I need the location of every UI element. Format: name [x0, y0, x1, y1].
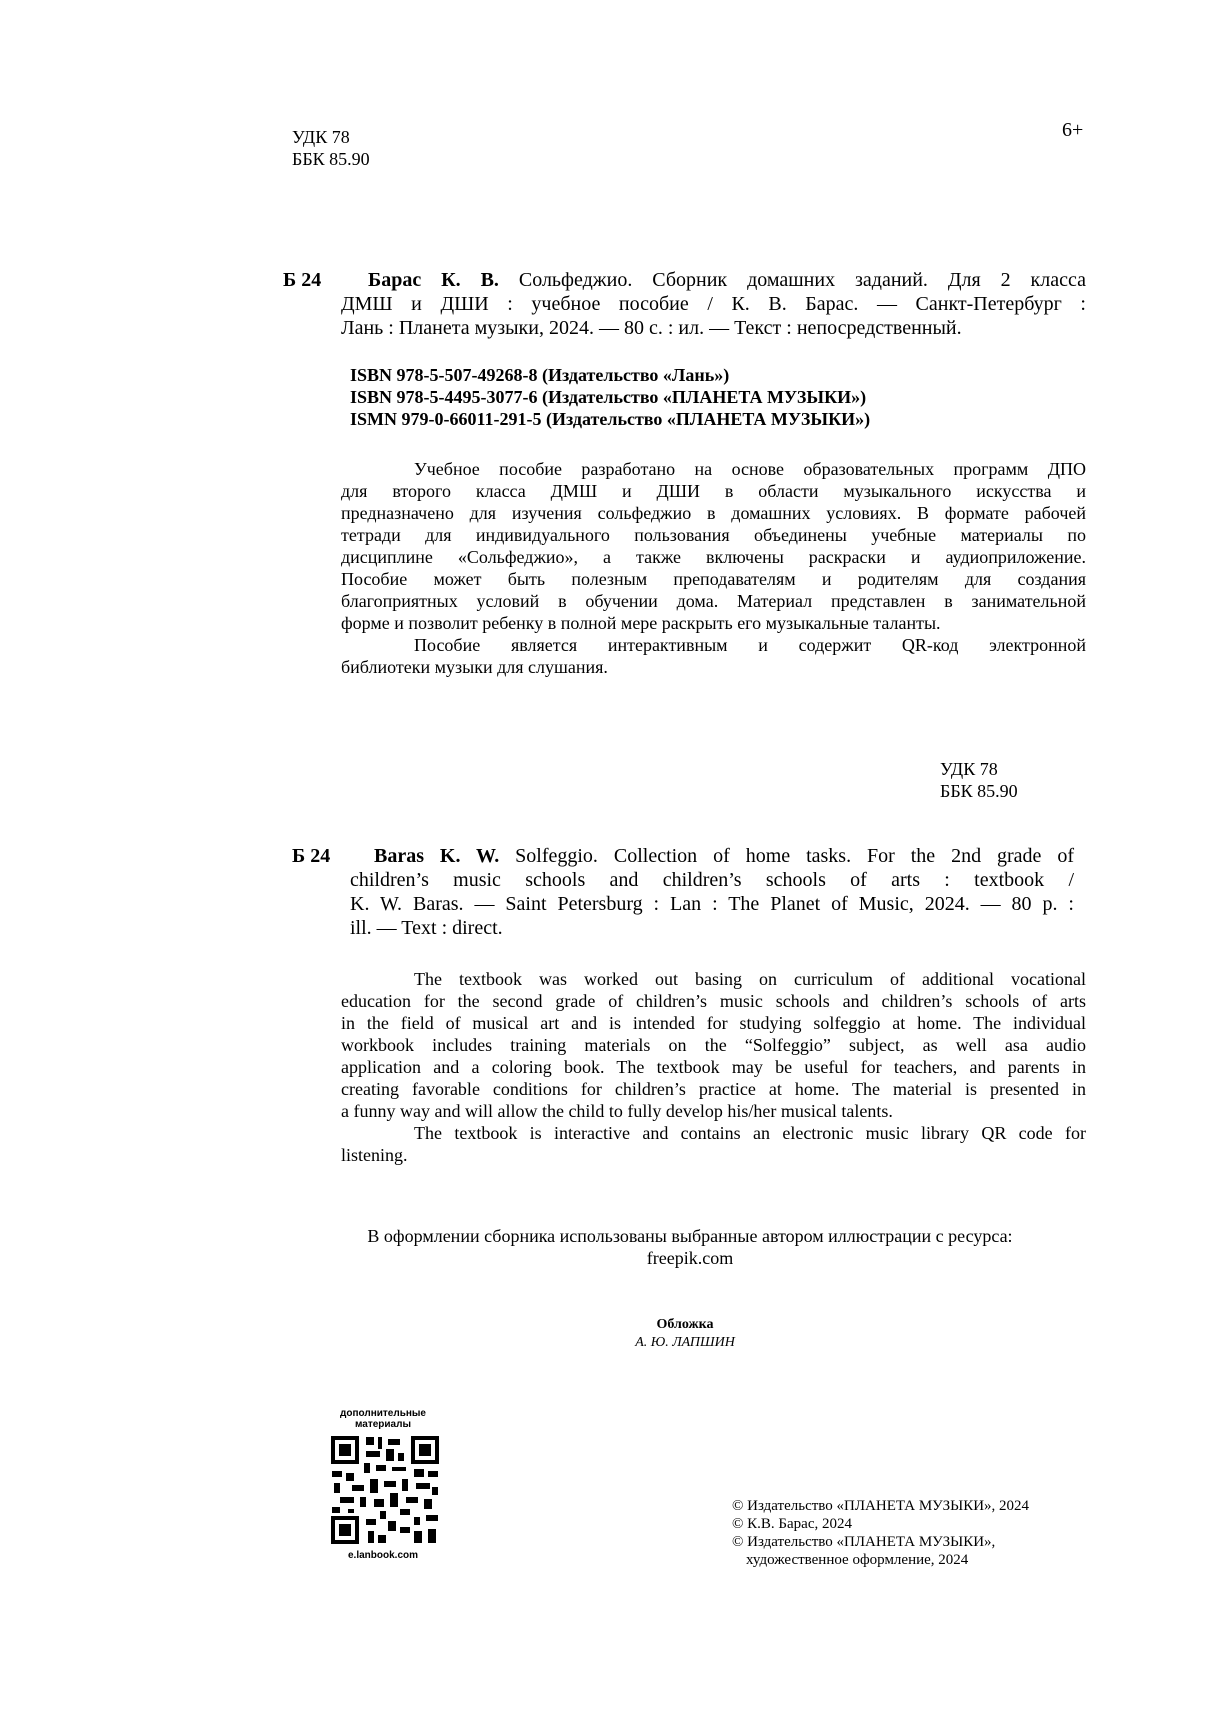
udk-code: УДК 78 — [292, 127, 350, 147]
en-abstract — [341, 968, 1086, 1166]
copyright-line: © Издательство «ПЛАНЕТА МУЗЫКИ», — [732, 1534, 996, 1550]
isbn-line: ISBN 978-5-4495-3077-6 (Издательство «ПЛАНЕТА МУЗЫКИ») — [350, 387, 867, 407]
qr-caption-bottom: e.lanbook.com — [347, 1550, 418, 1561]
ru-abstract-line: библиотеки музыки для слушания. — [341, 657, 608, 677]
ru-abstract-line: предназначено для изучения сольфеджио в домашних условиях. В формате рабочей — [341, 503, 1086, 523]
en-record-line-3: K. W. Baras. — Saint Petersburg : Lan : The Planet of Music, 2024. — 80 p. : — [350, 893, 1074, 915]
ru-abstract-line: для второго класса ДМШ и ДШИ в области музыкального искусства и — [341, 481, 1086, 501]
copyright-block — [732, 1497, 1029, 1569]
en-title: Solfeggio. Collection of home tasks. For the 2nd grade of — [515, 845, 1075, 867]
en-record-line-4: ill. — Text : direct. — [350, 917, 503, 939]
en-abstract-line: application and a coloring book. The textbook may be useful for teachers, and parents in — [341, 1057, 1086, 1077]
qr-caption-top — [318, 1408, 448, 1430]
en-abstract-line: The textbook was worked out basing on curriculum of additional vocational — [414, 969, 1086, 989]
en-record-line-1 — [374, 844, 1074, 868]
illustrations-note — [280, 1225, 1100, 1269]
illustrations-note-text: В оформлении сборника использованы выбранные автором иллюстрации с ресурса: — [367, 1226, 1013, 1246]
en-abstract-line: listening. — [341, 1145, 408, 1165]
ru-abstract-line: благоприятных условий в обучении дома. Материал представлен в занимательной — [341, 591, 1086, 611]
ru-record-line-2: ДМШ и ДШИ : учебное пособие / К. В. Барас. — Санкт-Петербург : — [341, 293, 1086, 315]
copyright-line: © Издательство «ПЛАНЕТА МУЗЫКИ», 2024 — [732, 1498, 1030, 1514]
ru-abstract-line: Учебное пособие разработано на основе образовательных программ ДПО — [414, 459, 1086, 479]
ru-author: Барас К. В. — [368, 269, 499, 291]
ismn-line: ISMN 979-0-66011-291-5 (Издательство «ПЛАНЕТА МУЗЫКИ») — [350, 409, 871, 429]
ru-abstract-line: Пособие является интерактивным и содержит QR-код электронной — [414, 635, 1086, 655]
ru-abstract-line: дисциплине «Сольфеджио», а также включены раскраски и аудиоприложение. — [341, 547, 1086, 567]
en-abstract-line: The textbook is interactive and contains an electronic music library QR code for — [414, 1123, 1086, 1143]
ru-abstract-line: Пособие может быть полезным преподавателям и родителям для создания — [341, 569, 1086, 589]
en-bbk-code: ББК 85.90 — [940, 781, 1018, 801]
ru-title: Сольфеджио. Сборник домашних заданий. Для 2 класса — [518, 269, 1086, 291]
ru-record-line-3: Лань : Планета музыки, 2024. — 80 с. : ил. — Текст : непосредственный. — [341, 317, 962, 339]
illustrations-source: freepik.com — [646, 1248, 734, 1268]
cover-designer: А. Ю. ЛАПШИН — [635, 1335, 735, 1350]
isbn-line: ISBN 978-5-507-49268-8 (Издательство «Лань») — [350, 365, 730, 385]
age-rating: 6+ — [1062, 119, 1084, 141]
en-record-line-2: children’s music schools and children’s schools of arts : textbook / — [350, 869, 1074, 891]
en-abstract-line: education for the second grade of children’s music schools and children’s schools of arts — [341, 991, 1086, 1011]
en-author: Baras K. W. — [374, 845, 500, 867]
qr-code-icon[interactable] — [330, 1435, 440, 1550]
copyright-line: художественное оформление, 2024 — [746, 1552, 969, 1568]
bbk-code: ББК 85.90 — [292, 149, 370, 169]
cover-credit — [590, 1316, 780, 1352]
en-abstract-line: creating favorable conditions for children’s practice at home. The material is presented in — [341, 1079, 1086, 1099]
ru-library-code: Б 24 — [283, 269, 322, 291]
isbn-block — [350, 364, 1050, 430]
en-library-code: Б 24 — [292, 845, 331, 867]
ru-abstract — [341, 458, 1086, 678]
qr-caption-line: дополнительные — [340, 1408, 426, 1419]
ru-abstract-line: форме и позволит ребенку в полной мере раскрыть его музыкальные таланты. — [341, 613, 941, 633]
en-abstract-line: workbook includes training materials on the “Solfeggio” subject, as well asa audio — [341, 1035, 1086, 1055]
en-abstract-line: a funny way and will allow the child to fully develop his/her musical talents. — [341, 1101, 893, 1121]
cover-label: Обложка — [656, 1317, 714, 1332]
en-udk-code: УДК 78 — [940, 759, 998, 779]
ru-record-line-1 — [368, 268, 1086, 292]
qr-caption-line: материалы — [355, 1419, 411, 1430]
en-abstract-line: in the field of musical art and is intended for studying solfeggio at home. The individual — [341, 1013, 1086, 1033]
copyright-line: © К.В. Барас, 2024 — [732, 1516, 852, 1532]
ru-abstract-line: тетради для индивидуального пользования объединены учебные материалы по — [341, 525, 1086, 545]
